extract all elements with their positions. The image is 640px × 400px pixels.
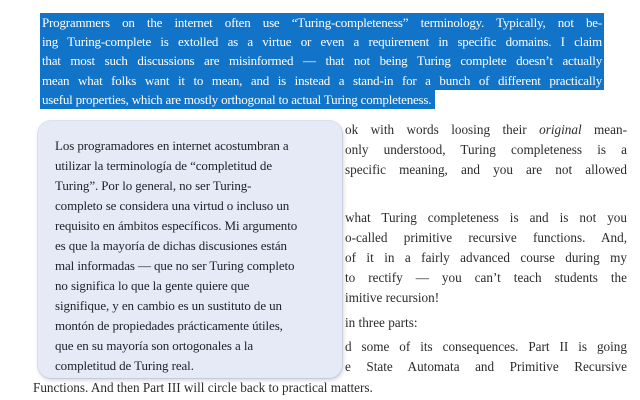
translation-text-line: que en su mayoría son ortogonales a la xyxy=(55,338,254,353)
document-text-fragment: o-called primitive recursive functions. And, xyxy=(345,230,627,245)
translation-text-line: montón de propiedades prácticamente útiles, xyxy=(55,318,283,333)
translation-text-line: signifique, y en cambio es un sustituto de un xyxy=(55,298,282,313)
selected-text-line[interactable]: ing Turing-complete is extolled as a virtue or even a requirement in specific domains. I claim xyxy=(40,32,604,51)
document-text-fragment: imitive recursion! xyxy=(345,290,440,305)
translation-text-line: Los programadores en internet acostumbran a xyxy=(55,138,289,153)
document-text-fragment: ok with words loosing their original mean- xyxy=(345,122,627,137)
selected-text-line[interactable]: mean what folks want it to mean, and is instead a stand-in for a bunch of different practically xyxy=(40,71,604,90)
document-text-fragment: what Turing completeness is and is not you xyxy=(345,210,627,225)
translation-text-line: es que la mayoría de dichas discusiones están xyxy=(55,238,287,253)
document-text-fragment: only understood, Turing completeness is a xyxy=(345,142,627,157)
document-text-fragment: specific meaning, and you are not allowed xyxy=(345,162,627,177)
selected-text-line[interactable]: useful properties, which are mostly orthogonal to actual Turing completeness. xyxy=(40,90,435,109)
translation-text-line: no significa lo que la gente quiere que xyxy=(55,278,250,293)
translation-popup-text xyxy=(55,136,330,376)
translation-text-line: completitud de Turing real. xyxy=(55,358,194,373)
document-text-fragment: in three parts: xyxy=(345,315,418,330)
document-text-fragment: d some of its consequences. Part II is going xyxy=(345,339,627,354)
translation-text-line: requisito en ámbitos específicos. Mi argumento xyxy=(55,218,298,233)
translation-text-line: mal informadas — que no ser Turing completo xyxy=(55,258,295,273)
translation-text-line: utilizar la terminología de “completitud de xyxy=(55,158,272,173)
selected-paragraph[interactable] xyxy=(40,13,604,109)
translation-text-line: Turing”. Por lo general, no ser Turing- xyxy=(55,178,252,193)
translation-popup xyxy=(38,121,342,378)
selected-text-line[interactable]: Programmers on the internet often use “Turing-completeness” terminology. Typically, not be- xyxy=(40,13,604,32)
document-text-fragment: to rectify — you can’t teach students the xyxy=(345,270,627,285)
translation-text-line: completo se considera una virtud o incluso un xyxy=(55,198,290,213)
document-text-fragment: Functions. And then Part III will circle back to practical matters. xyxy=(33,380,373,395)
document-text-fragment: e State Automata and Primitive Recursive xyxy=(345,359,627,374)
selected-text-line[interactable]: that most such discussions are misinformed — that not being Turing complete doesn’t actually xyxy=(40,51,604,70)
document-text-fragment: of it in a fairly advanced course during my xyxy=(345,250,627,265)
